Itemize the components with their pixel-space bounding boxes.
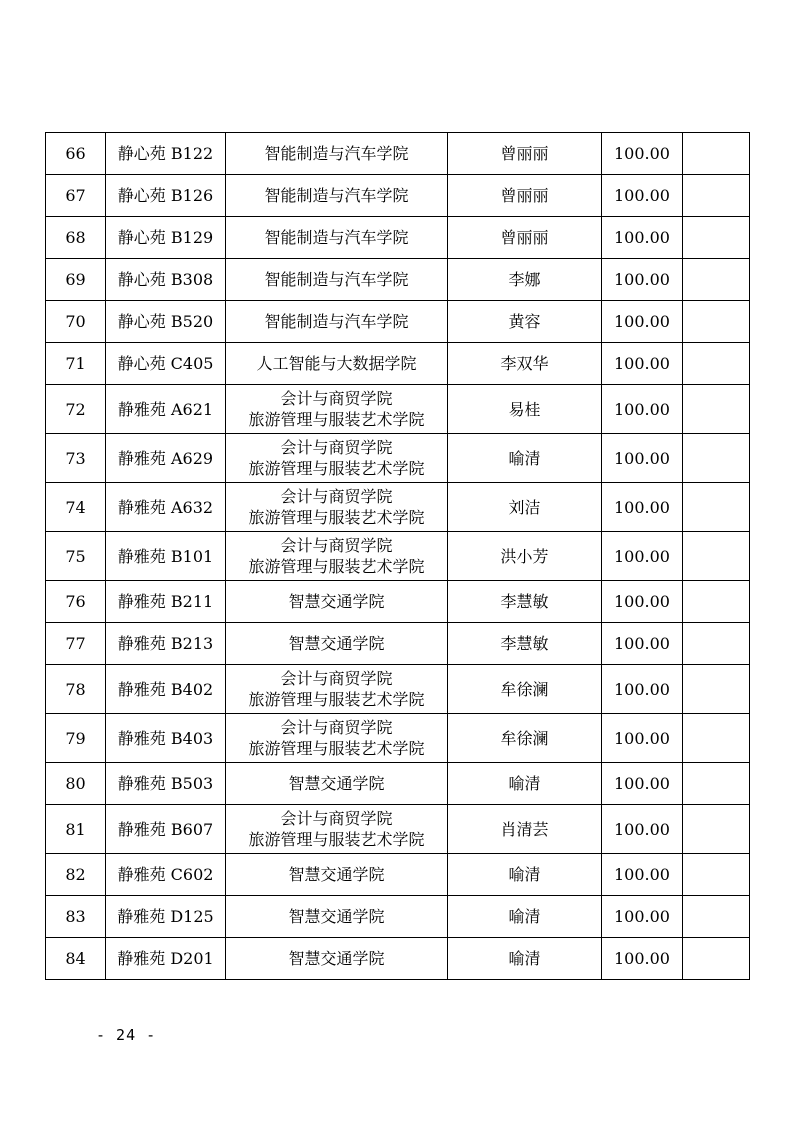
room-cell: 静雅苑 B503 (106, 763, 226, 805)
table-row (46, 581, 750, 623)
score-cell: 100.00 (602, 714, 683, 763)
row-number-cell: 69 (46, 259, 106, 301)
room-cell: 静雅苑 B101 (106, 532, 226, 581)
college-name: 智能制造与汽车学院 (264, 186, 409, 205)
responsible-person-cell: 牟徐澜 (448, 665, 602, 714)
remarks-cell (683, 343, 750, 385)
remarks-cell (683, 938, 750, 980)
table-row (46, 763, 750, 805)
room-cell: 静雅苑 B211 (106, 581, 226, 623)
college-cell (226, 301, 448, 343)
row-number-cell: 79 (46, 714, 106, 763)
table-row (46, 714, 750, 763)
college-cell (226, 805, 448, 854)
table-row (46, 259, 750, 301)
remarks-cell (683, 175, 750, 217)
row-number-cell: 81 (46, 805, 106, 854)
room-cell: 静雅苑 D125 (106, 896, 226, 938)
score-cell: 100.00 (602, 133, 683, 175)
room-cell: 静心苑 B122 (106, 133, 226, 175)
row-number-cell: 67 (46, 175, 106, 217)
table-row (46, 805, 750, 854)
remarks-cell (683, 434, 750, 483)
row-number-cell: 74 (46, 483, 106, 532)
college-name: 会计与商贸学院 (280, 669, 393, 688)
remarks-cell (683, 763, 750, 805)
college-name: 智慧交通学院 (288, 774, 385, 793)
college-cell (226, 434, 448, 483)
score-cell: 100.00 (602, 301, 683, 343)
room-cell: 静雅苑 B213 (106, 623, 226, 665)
row-number-cell: 70 (46, 301, 106, 343)
responsible-person-cell: 洪小芳 (448, 532, 602, 581)
room-cell: 静心苑 B308 (106, 259, 226, 301)
college-cell (226, 259, 448, 301)
table-row (46, 532, 750, 581)
college-cell (226, 483, 448, 532)
college-name: 智慧交通学院 (288, 592, 385, 611)
row-number-cell: 76 (46, 581, 106, 623)
room-cell: 静雅苑 A621 (106, 385, 226, 434)
score-cell: 100.00 (602, 623, 683, 665)
college-name: 智慧交通学院 (288, 634, 385, 653)
college-name: 智能制造与汽车学院 (264, 270, 409, 289)
remarks-cell (683, 133, 750, 175)
college-name: 智慧交通学院 (288, 865, 385, 884)
college-name: 会计与商贸学院 (280, 718, 393, 737)
college-name: 会计与商贸学院 (280, 487, 393, 506)
college-cell (226, 343, 448, 385)
room-cell: 静雅苑 C602 (106, 854, 226, 896)
remarks-cell (683, 805, 750, 854)
college-cell (226, 385, 448, 434)
dormitory-score-table (45, 132, 750, 980)
score-cell: 100.00 (602, 217, 683, 259)
room-cell: 静心苑 C405 (106, 343, 226, 385)
score-cell: 100.00 (602, 665, 683, 714)
table-row (46, 175, 750, 217)
remarks-cell (683, 665, 750, 714)
college-cell (226, 665, 448, 714)
row-number-cell: 75 (46, 532, 106, 581)
responsible-person-cell: 易桂 (448, 385, 602, 434)
college-cell (226, 763, 448, 805)
college-cell (226, 532, 448, 581)
college-cell (226, 217, 448, 259)
responsible-person-cell: 曾丽丽 (448, 175, 602, 217)
room-cell: 静心苑 B126 (106, 175, 226, 217)
remarks-cell (683, 385, 750, 434)
college-name: 会计与商贸学院 (280, 536, 393, 555)
score-cell: 100.00 (602, 483, 683, 532)
college-cell (226, 133, 448, 175)
table-row (46, 483, 750, 532)
score-cell: 100.00 (602, 532, 683, 581)
score-cell: 100.00 (602, 175, 683, 217)
college-name: 旅游管理与服装艺术学院 (248, 690, 425, 709)
college-name: 智能制造与汽车学院 (264, 228, 409, 247)
responsible-person-cell: 牟徐澜 (448, 714, 602, 763)
row-number-cell: 83 (46, 896, 106, 938)
college-name: 旅游管理与服装艺术学院 (248, 830, 425, 849)
room-cell: 静雅苑 A632 (106, 483, 226, 532)
college-cell (226, 581, 448, 623)
responsible-person-cell: 李娜 (448, 259, 602, 301)
responsible-person-cell: 肖清芸 (448, 805, 602, 854)
remarks-cell (683, 581, 750, 623)
college-cell (226, 623, 448, 665)
page-number: - 24 - (96, 1026, 157, 1044)
responsible-person-cell: 黄容 (448, 301, 602, 343)
score-cell: 100.00 (602, 434, 683, 483)
responsible-person-cell: 喻清 (448, 854, 602, 896)
college-name: 旅游管理与服装艺术学院 (248, 557, 425, 576)
college-name: 会计与商贸学院 (280, 438, 393, 457)
responsible-person-cell: 喻清 (448, 938, 602, 980)
college-name: 旅游管理与服装艺术学院 (248, 410, 425, 429)
row-number-cell: 66 (46, 133, 106, 175)
remarks-cell (683, 854, 750, 896)
responsible-person-cell: 李双华 (448, 343, 602, 385)
college-name: 智慧交通学院 (288, 907, 385, 926)
remarks-cell (683, 217, 750, 259)
responsible-person-cell: 喻清 (448, 434, 602, 483)
college-cell (226, 896, 448, 938)
college-name: 智能制造与汽车学院 (264, 312, 409, 331)
row-number-cell: 71 (46, 343, 106, 385)
score-cell: 100.00 (602, 259, 683, 301)
responsible-person-cell: 曾丽丽 (448, 133, 602, 175)
college-cell (226, 938, 448, 980)
table-row (46, 896, 750, 938)
college-name: 旅游管理与服装艺术学院 (248, 739, 425, 758)
remarks-cell (683, 301, 750, 343)
row-number-cell: 84 (46, 938, 106, 980)
room-cell: 静心苑 B520 (106, 301, 226, 343)
responsible-person-cell: 李慧敏 (448, 581, 602, 623)
row-number-cell: 82 (46, 854, 106, 896)
college-name: 会计与商贸学院 (280, 389, 393, 408)
responsible-person-cell: 李慧敏 (448, 623, 602, 665)
table-row (46, 434, 750, 483)
remarks-cell (683, 896, 750, 938)
score-cell: 100.00 (602, 854, 683, 896)
college-name: 旅游管理与服装艺术学院 (248, 508, 425, 527)
remarks-cell (683, 532, 750, 581)
row-number-cell: 73 (46, 434, 106, 483)
room-cell: 静雅苑 B403 (106, 714, 226, 763)
score-cell: 100.00 (602, 763, 683, 805)
college-name: 智能制造与汽车学院 (264, 144, 409, 163)
score-cell: 100.00 (602, 385, 683, 434)
table-row (46, 217, 750, 259)
room-cell: 静雅苑 D201 (106, 938, 226, 980)
remarks-cell (683, 714, 750, 763)
score-cell: 100.00 (602, 581, 683, 623)
college-name: 智慧交通学院 (288, 949, 385, 968)
table-row (46, 854, 750, 896)
college-cell (226, 175, 448, 217)
table-row (46, 385, 750, 434)
table-row (46, 665, 750, 714)
room-cell: 静雅苑 B607 (106, 805, 226, 854)
responsible-person-cell: 曾丽丽 (448, 217, 602, 259)
room-cell: 静心苑 B129 (106, 217, 226, 259)
score-cell: 100.00 (602, 343, 683, 385)
college-cell (226, 854, 448, 896)
table-row (46, 623, 750, 665)
college-cell (226, 714, 448, 763)
row-number-cell: 78 (46, 665, 106, 714)
table-row (46, 301, 750, 343)
table-row (46, 938, 750, 980)
remarks-cell (683, 623, 750, 665)
score-cell: 100.00 (602, 896, 683, 938)
score-cell: 100.00 (602, 938, 683, 980)
room-cell: 静雅苑 B402 (106, 665, 226, 714)
row-number-cell: 77 (46, 623, 106, 665)
responsible-person-cell: 刘洁 (448, 483, 602, 532)
college-name: 会计与商贸学院 (280, 809, 393, 828)
row-number-cell: 68 (46, 217, 106, 259)
row-number-cell: 80 (46, 763, 106, 805)
table-row (46, 133, 750, 175)
responsible-person-cell: 喻清 (448, 896, 602, 938)
row-number-cell: 72 (46, 385, 106, 434)
room-cell: 静雅苑 A629 (106, 434, 226, 483)
remarks-cell (683, 483, 750, 532)
college-name: 旅游管理与服装艺术学院 (248, 459, 425, 478)
table-row (46, 343, 750, 385)
college-name: 人工智能与大数据学院 (256, 354, 417, 373)
remarks-cell (683, 259, 750, 301)
responsible-person-cell: 喻清 (448, 763, 602, 805)
score-cell: 100.00 (602, 805, 683, 854)
table-body (46, 133, 750, 980)
